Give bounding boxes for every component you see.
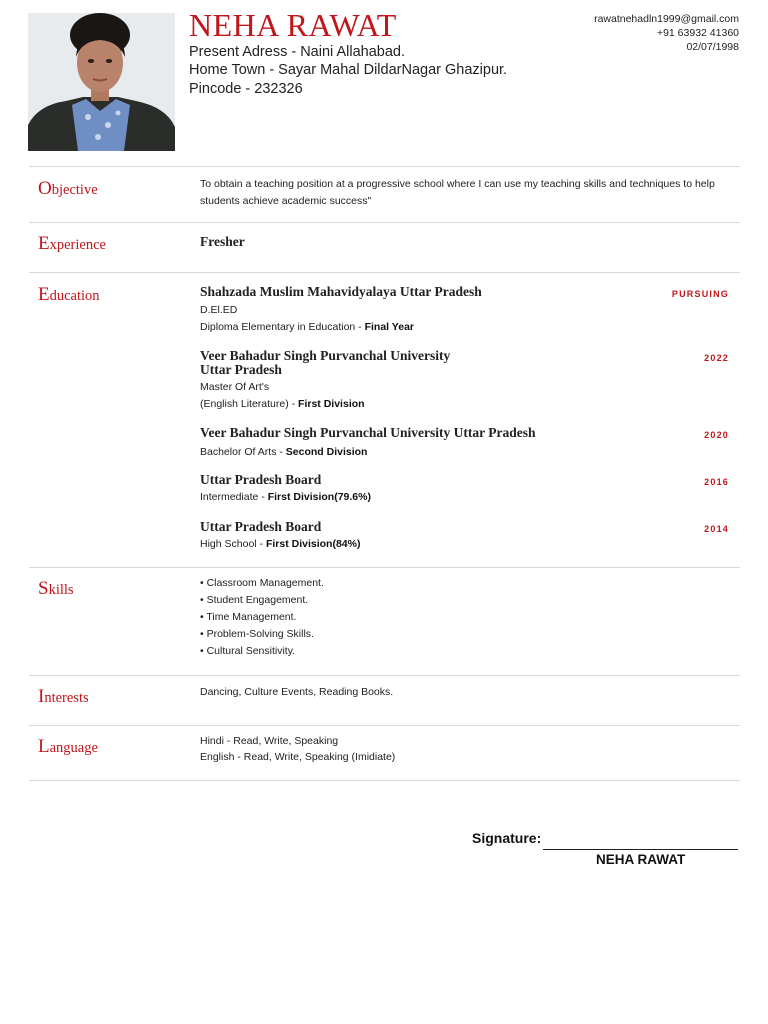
list-item: • Student Engagement.: [200, 594, 309, 606]
section-title-interests: Interests: [38, 686, 89, 707]
candidate-name: NEHA RAWAT: [189, 7, 397, 43]
language-block: [200, 733, 395, 765]
divider: [29, 780, 740, 781]
home-town: Home Town - Sayar Mahal DildarNagar Ghazipur.: [189, 62, 508, 79]
education-year: 2014: [704, 524, 729, 534]
language-english: English - Read, Write, Speaking (Imidiate): [200, 751, 396, 763]
divider: [29, 166, 740, 167]
list-item: • Classroom Management.: [200, 577, 324, 589]
portrait-image: [28, 13, 175, 151]
divider: [29, 567, 740, 568]
section-title-education: Education: [38, 284, 100, 305]
education-detail: Bachelor Of Arts - Second Division: [200, 446, 368, 458]
section-title-objective: Objective: [38, 178, 98, 199]
profile-photo: [28, 13, 175, 151]
signature-line: [543, 849, 738, 850]
education-institution: Shahzada Muslim Mahavidyalaya Uttar Pradesh: [200, 284, 482, 299]
objective-text: To obtain a teaching position at a progressive school where I can use my teaching skills and techniques to help students achieve academic success": [200, 178, 715, 207]
section-title-experience: Experience: [38, 233, 106, 254]
list-item: • Time Management.: [200, 611, 297, 623]
education-institution: Veer Bahadur Singh Purvanchal University Uttar Pradesh: [200, 348, 451, 377]
section-title-language: Language: [38, 736, 98, 757]
phone-text: +91 63932 41360: [656, 27, 739, 39]
experience-text: Fresher: [200, 234, 245, 249]
divider: [29, 222, 740, 223]
pincode: Pincode - 232326: [189, 80, 303, 97]
divider: [29, 725, 740, 726]
list-item: • Problem-Solving Skills.: [200, 628, 314, 640]
education-detail: (English Literature) - First Division: [200, 398, 365, 410]
signature-label: Signature:: [472, 830, 542, 846]
education-year: PURSUING: [671, 289, 729, 299]
signature-name: NEHA RAWAT: [596, 852, 686, 867]
education-detail: Diploma Elementary in Education - Final Year: [200, 321, 414, 333]
education-detail: Intermediate - First Division(79.6%): [200, 491, 371, 503]
education-year: 2016: [704, 477, 729, 487]
education-year: 2022: [704, 353, 729, 363]
present-address: Present Adress - Naini Allahabad.: [189, 44, 406, 60]
contact-block: [594, 12, 739, 54]
date-of-birth: 02/07/1998: [686, 41, 739, 53]
education-institution: Uttar Pradesh Board: [200, 519, 322, 534]
language-hindi: Hindi - Read, Write, Speaking: [200, 735, 339, 747]
education-degree: Master Of Art's: [200, 381, 270, 393]
education-institution: Veer Bahadur Singh Purvanchal University Uttar Pradesh: [200, 425, 536, 440]
section-title-skills: Skills: [38, 578, 74, 599]
education-detail: High School - First Division(84%): [200, 538, 361, 550]
divider: [29, 272, 740, 273]
education-degree: D.El.ED: [200, 304, 238, 316]
address-block: [189, 43, 507, 98]
skills-list: [200, 575, 324, 660]
divider: [29, 675, 740, 676]
list-item: • Cultural Sensitivity.: [200, 645, 296, 657]
email-text: rawatnehadln1999@gmail.com: [594, 13, 739, 25]
interests-text: Dancing, Culture Events, Reading Books.: [200, 686, 394, 698]
education-institution: Uttar Pradesh Board: [200, 472, 322, 487]
education-year: 2020: [704, 430, 729, 440]
